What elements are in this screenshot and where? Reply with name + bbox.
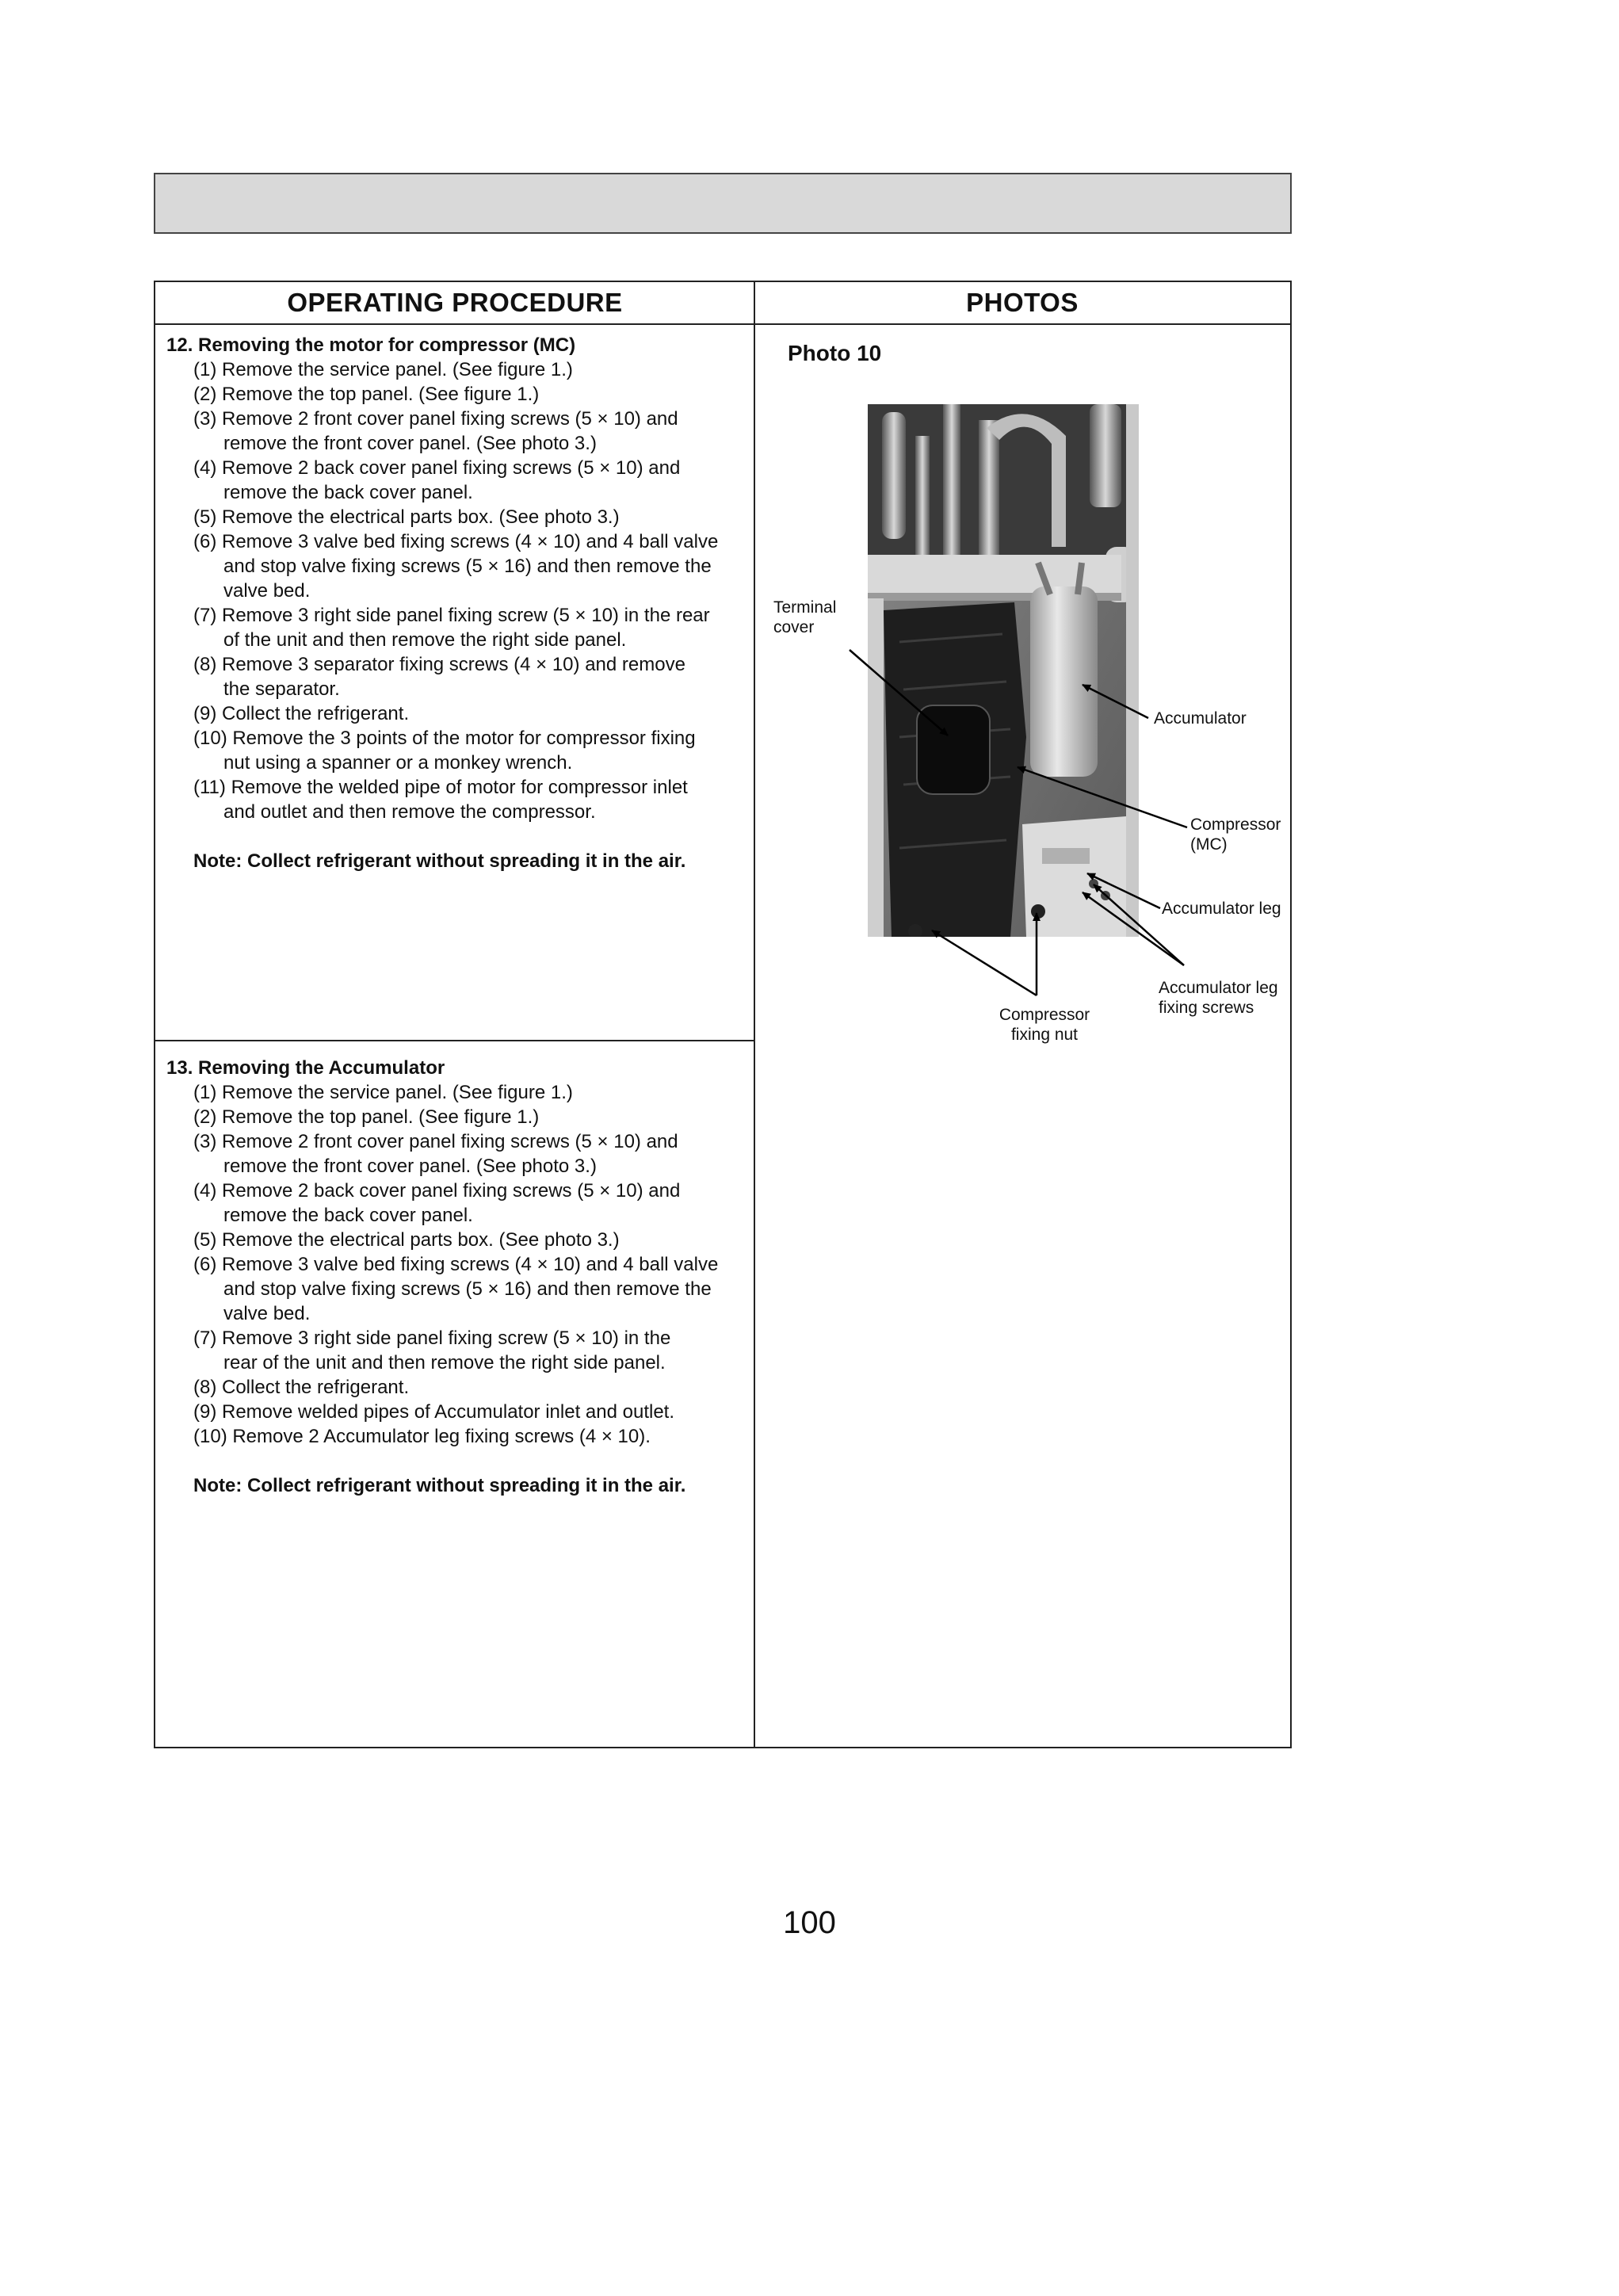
column-divider — [754, 282, 755, 1747]
accumulator-callout: Accumulator — [1154, 709, 1247, 728]
step-13-9: (9) Remove welded pipes of Accumulator inlet and outlet. — [193, 1401, 674, 1423]
page-number: 100 — [783, 1905, 836, 1940]
step-12-5: (5) Remove the electrical parts box. (See photo 3.) — [193, 506, 620, 528]
step-12-9: (9) Collect the refrigerant. — [193, 703, 410, 724]
terminal-cover-callout: Terminal cover — [773, 598, 837, 636]
step-13-4: (4) Remove 2 back cover panel fixing screws (5 × 10) and remove the back cover panel. — [193, 1180, 681, 1226]
accumulator-leg-fixing-screws-callout: Accumulator leg fixing screws — [1159, 979, 1278, 1017]
section-header-bar — [154, 173, 1292, 234]
step-12-11: (11) Remove the welded pipe of motor for compressor inlet and outlet and then remove the compressor. — [193, 777, 688, 823]
compressor-fixing-nut-callout: Compressor fixing nut — [999, 1006, 1090, 1044]
step-12-6: (6) Remove 3 valve bed fixing screws (4 × 10) and 4 ball valve and stop valve fixing screws (5 × 16) and then remove the valve bed. — [193, 531, 719, 602]
step-13-10: (10) Remove 2 Accumulator leg fixing screws (4 × 10). — [193, 1426, 651, 1447]
photos-column-header: PHOTOS — [754, 282, 1290, 325]
photo-10-label: Photo 10 — [788, 341, 882, 365]
step-12-3: (3) Remove 2 front cover panel fixing screws (5 × 10) and remove the front cover panel. (See photo 3.) — [193, 408, 678, 454]
section-13-procedure — [166, 1056, 753, 1498]
step-13-7: (7) Remove 3 right side panel fixing screw (5 × 10) in the rear of the unit and then remove the right side panel. — [193, 1328, 671, 1373]
fixing-nut-arrow-1 — [932, 930, 1037, 995]
section-divider — [155, 1040, 754, 1041]
step-13-8: (8) Collect the refrigerant. — [193, 1377, 410, 1398]
step-12-2: (2) Remove the top panel. (See figure 1.) — [193, 384, 540, 405]
step-12-10: (10) Remove the 3 points of the motor for compressor fixing nut using a spanner or a monkey wrench. — [193, 728, 696, 774]
procedure-table — [154, 281, 1292, 1748]
step-12-8: (8) Remove 3 separator fixing screws (4 × 10) and remove the separator. — [193, 654, 685, 700]
step-12-1: (1) Remove the service panel. (See figure 1.) — [193, 359, 573, 380]
step-13-6: (6) Remove 3 valve bed fixing screws (4 × 10) and 4 ball valve and stop valve fixing screws (5 × 16) and then remove the valve bed. — [193, 1254, 719, 1324]
procedure-column-header: OPERATING PROCEDURE — [155, 282, 754, 325]
section-13-title: 13. Removing the Accumulator — [166, 1057, 445, 1079]
compressor-mc-callout: Compressor (MC) — [1190, 816, 1281, 854]
step-12-7: (7) Remove 3 right side panel fixing screw (5 × 10) in the rear of the unit and then remove the right side panel. — [193, 605, 710, 651]
section-12-procedure — [166, 333, 753, 873]
step-13-3: (3) Remove 2 front cover panel fixing screws (5 × 10) and remove the front cover panel. (See photo 3.) — [193, 1131, 678, 1177]
step-12-4: (4) Remove 2 back cover panel fixing screws (5 × 10) and remove the back cover panel. — [193, 457, 681, 503]
step-13-5: (5) Remove the electrical parts box. (See photo 3.) — [193, 1229, 620, 1251]
section-12-note: Note: Collect refrigerant without spreading it in the air. — [193, 850, 686, 872]
section-13-note: Note: Collect refrigerant without spreading it in the air. — [193, 1475, 686, 1496]
section-12-title: 12. Removing the motor for compressor (MC) — [166, 334, 576, 356]
accumulator-leg-callout: Accumulator leg — [1162, 900, 1281, 918]
photo-10-image — [868, 404, 1139, 937]
step-13-1: (1) Remove the service panel. (See figure 1.) — [193, 1082, 573, 1103]
step-13-2: (2) Remove the top panel. (See figure 1.) — [193, 1106, 540, 1128]
